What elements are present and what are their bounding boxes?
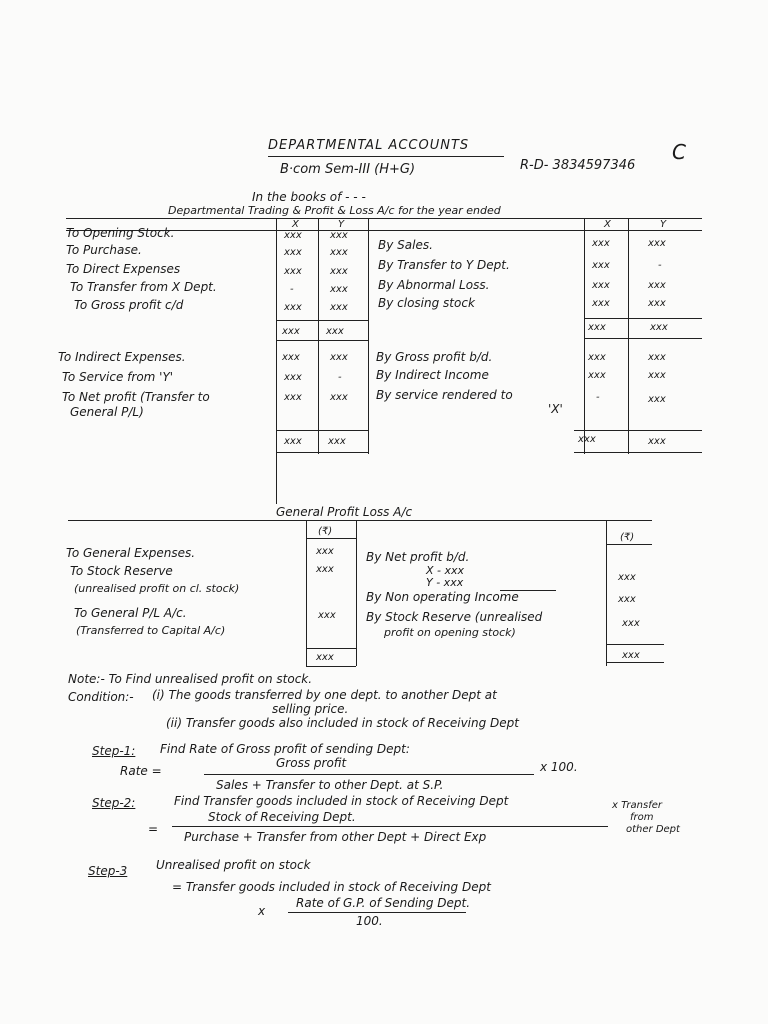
table-row-label: To Stock Reserve: [70, 564, 173, 578]
table-cell: xxx: [648, 238, 666, 249]
total-rule: [276, 320, 368, 321]
col-divider: [584, 218, 585, 454]
table-row-label: (unrealised profit on cl. stock): [74, 582, 240, 595]
table-cell: xxx: [592, 280, 610, 291]
table-cell: xxx: [622, 618, 640, 629]
table-row-label: To Purchase.: [66, 243, 142, 257]
header-rule: [606, 544, 652, 545]
table-cell: xxx: [618, 572, 636, 583]
table-cell: xxx: [330, 302, 348, 313]
course-subtitle: B·com Sem-III (H+G): [280, 162, 416, 177]
table-row-label: By Gross profit b/d.: [376, 350, 493, 364]
table-row-label: To Service from 'Y': [62, 370, 174, 384]
table-row-label: 'X': [548, 402, 563, 416]
table-cell: xxx: [588, 370, 606, 381]
table-row-label: To Gross profit c/d: [74, 298, 184, 312]
page-title: DEPARTMENTAL ACCOUNTS: [268, 138, 470, 153]
note-heading: Note:- To Find unrealised profit on stock.: [68, 672, 313, 686]
total-rule: [306, 666, 356, 667]
table-row-label: By closing stock: [378, 296, 475, 310]
table-cell: xxx: [284, 372, 302, 383]
step-3-x: x: [258, 904, 266, 918]
total-rule: [606, 662, 664, 663]
trading-heading: Departmental Trading & Profit & Loss A/c for the year ended: [168, 204, 501, 217]
table-cell: xxx: [284, 392, 302, 403]
table-row-label: X - xxx: [426, 564, 465, 577]
table-row-label: To Transfer from X Dept.: [70, 280, 217, 294]
col-y-header: Y: [338, 219, 345, 230]
table-row-label: By Indirect Income: [376, 368, 489, 382]
total-rule: [584, 318, 702, 319]
table-cell: xxx: [648, 298, 666, 309]
table-cell: xxx: [284, 302, 302, 313]
step-2-side-1: x Transfer: [612, 800, 662, 811]
table-row-label: To General Expenses.: [66, 546, 196, 560]
table-cell: xxx: [330, 230, 348, 241]
col-divider: [356, 520, 357, 666]
table-cell: xxx: [592, 298, 610, 309]
table-row-label: By Non operating Income: [366, 590, 519, 604]
table-row-label: To General P/L A/c.: [74, 606, 187, 620]
total-cell: xxx: [648, 436, 666, 447]
dr-amount-header: (₹): [318, 526, 333, 537]
total-rule: [584, 338, 702, 339]
table-row-label: To Indirect Expenses.: [58, 350, 186, 364]
table-row-label: By Abnormal Loss.: [378, 278, 490, 292]
total-cell: xxx: [588, 322, 606, 333]
table-row-label: Y - xxx: [426, 576, 464, 589]
table-cell: xxx: [330, 266, 348, 277]
table-cell: xxx: [316, 564, 334, 575]
condition-1-cont: selling price.: [272, 702, 349, 716]
table-cell: xxx: [330, 247, 348, 258]
table-row-label: By Transfer to Y Dept.: [378, 258, 510, 272]
step-3-text: Unrealised profit on stock: [156, 858, 311, 872]
total-rule: [276, 452, 368, 453]
rd-number: R-D- 3834597346: [520, 158, 636, 173]
step-3-numerator: Rate of G.P. of Sending Dept.: [296, 896, 471, 910]
step-1-numerator: Gross profit: [276, 756, 347, 770]
corner-mark: C: [672, 140, 686, 164]
table-cell: xxx: [284, 247, 302, 258]
table-row-label: To Direct Expenses: [66, 262, 181, 276]
table-cell: -: [338, 372, 342, 383]
step-2-side-3: other Dept: [626, 824, 680, 835]
total-cell: xxx: [622, 650, 640, 661]
table-row-label: By service rendered to: [376, 388, 513, 402]
table-cell: xxx: [648, 352, 666, 363]
total-rule: [306, 648, 356, 649]
table-row-label: By Net profit b/d.: [366, 550, 470, 564]
header-rule: [306, 538, 356, 539]
table-row-label: By Stock Reserve (unrealised: [366, 610, 543, 624]
step-1-rate: Rate =: [120, 764, 162, 778]
table-cell: xxx: [592, 238, 610, 249]
table-cell: xxx: [648, 280, 666, 291]
total-cell: xxx: [326, 326, 344, 337]
step-2-label: Step-2:: [92, 796, 136, 810]
step-2-side-2: from: [630, 812, 654, 823]
table-cell: xxx: [588, 352, 606, 363]
cr-amount-header: (₹): [620, 532, 635, 543]
col-x-header: X: [292, 219, 299, 230]
col-divider: [276, 454, 277, 504]
col-divider: [306, 520, 307, 666]
total-cell: xxx: [650, 322, 668, 333]
table-row-label: To Net profit (Transfer to: [62, 390, 210, 404]
table-cell: xxx: [316, 546, 334, 557]
total-rule: [276, 340, 368, 341]
total-cell: xxx: [328, 436, 346, 447]
table-cell: -: [658, 260, 662, 271]
table-cell: xxx: [330, 284, 348, 295]
condition-1: (i) The goods transferred by one dept. to another Dept at: [152, 688, 497, 702]
total-cell: xxx: [284, 436, 302, 447]
table-row-label: By Sales.: [378, 238, 433, 252]
fraction-bar: [288, 912, 466, 913]
total-rule: [276, 430, 368, 431]
step-1-denominator: Sales + Transfer to other Dept. at S.P.: [216, 778, 444, 792]
step-3-label: Step-3: [88, 864, 128, 878]
col-x-header: X: [604, 219, 611, 230]
condition-2: (ii) Transfer goods also included in stock of Receiving Dept: [166, 716, 519, 730]
step-2-text: Find Transfer goods included in stock of Receiving Dept: [174, 794, 509, 808]
total-rule: [606, 644, 664, 645]
fraction-bar: [172, 826, 608, 827]
books-intro: In the books of - - -: [252, 190, 366, 204]
fraction-bar: [204, 774, 534, 775]
table-cell: xxx: [284, 266, 302, 277]
table-cell: xxx: [284, 230, 302, 241]
table-row-label: profit on opening stock): [384, 626, 516, 639]
table-cell: xxx: [330, 352, 348, 363]
table-cell: xxx: [318, 610, 336, 621]
col-divider: [276, 218, 277, 454]
step-2-numerator: Stock of Receiving Dept.: [208, 810, 356, 824]
table-cell: xxx: [618, 594, 636, 605]
step-1-multiplier: x 100.: [540, 760, 578, 774]
total-cell: xxx: [316, 652, 334, 663]
table-cell: -: [596, 392, 600, 403]
step-3-denominator: 100.: [356, 914, 383, 928]
table-cell: xxx: [648, 394, 666, 405]
table-cell: xxx: [330, 392, 348, 403]
col-divider: [628, 218, 629, 454]
title-underline: [268, 156, 504, 157]
table-cell: xxx: [282, 352, 300, 363]
total-cell: xxx: [282, 326, 300, 337]
table-cell: -: [290, 284, 294, 295]
total-rule: [574, 452, 702, 453]
step-2-denominator: Purchase + Transfer from other Dept + Direct Exp: [184, 830, 487, 844]
table-row-label: (Transferred to Capital A/c): [76, 624, 226, 637]
condition-label: Condition:-: [68, 690, 134, 704]
step-3-line: = Transfer goods included in stock of Receiving Dept: [172, 880, 491, 894]
table-cell: xxx: [648, 370, 666, 381]
total-rule: [574, 430, 702, 431]
col-divider: [318, 218, 319, 454]
table-row-label: To Opening Stock.: [66, 226, 175, 240]
table-row-label: General P/L): [70, 405, 144, 419]
col-divider: [368, 218, 369, 454]
general-pl-heading: General Profit Loss A/c: [276, 505, 413, 519]
total-cell: xxx: [578, 434, 596, 445]
table-cell: xxx: [592, 260, 610, 271]
step-1-text: Find Rate of Gross profit of sending Dept:: [160, 742, 410, 756]
table-top-rule: [68, 520, 652, 521]
step-2-equals: =: [148, 822, 159, 836]
step-1-label: Step-1:: [92, 744, 136, 758]
col-y-header: Y: [660, 219, 667, 230]
